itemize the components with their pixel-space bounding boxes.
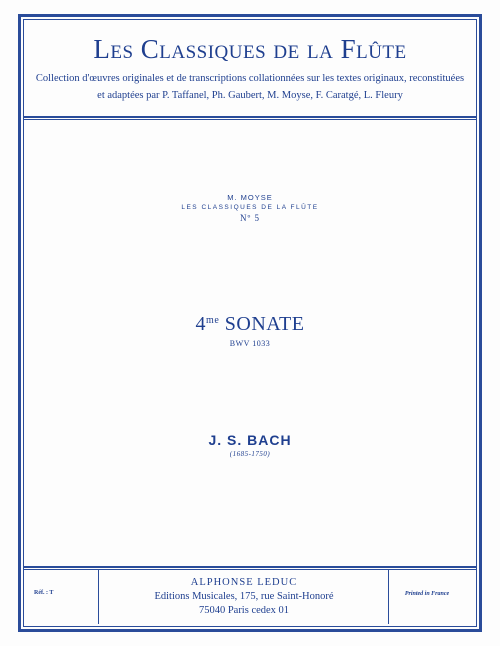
series-block [0,193,500,223]
subtitle-line-2: et adaptées par P. Taffanel, Ph. Gaubert, M. Moyse, F. Caratgé, L. Fleury [97,90,403,101]
work-block [0,313,500,348]
footer-divider-left [98,570,99,624]
work-catalogue: BWV 1033 [229,339,271,348]
publisher-block [106,576,382,618]
footer-divider-right [388,570,389,624]
work-name: SONATE [224,313,305,335]
composer-name: J. S. BACH [208,432,292,448]
collection-title: Les Classiques de la Flûte [93,34,407,64]
work-title [0,313,500,336]
series-editor: M. MOYSE [227,193,273,202]
series-number: Nº 5 [239,213,261,223]
publisher-name: ALPHONSE LEDUC [190,577,298,588]
reference-code: Réf. : T [34,590,54,596]
composer-block [0,432,500,458]
publisher-address-2: 75040 Paris cedex 01 [198,605,290,616]
work-ordinal-suffix: me [206,315,220,326]
header-divider [23,116,477,120]
footer [26,570,474,624]
header [26,22,474,116]
collection-subtitle [26,70,474,104]
printed-in-label: Printed in France [404,591,450,597]
series-collection: LES CLASSIQUES DE LA FLÛTE [181,204,319,211]
subtitle-line-1: Collection d'œuvres originales et de transcriptions collationnées sur les textes originaux, reconstituées [35,73,465,84]
publisher-address-1: Editions Musicales, 175, rue Saint-Honoré [154,591,334,602]
composer-dates: (1685-1750) [229,450,271,458]
work-ordinal-number: 4 [195,313,207,335]
